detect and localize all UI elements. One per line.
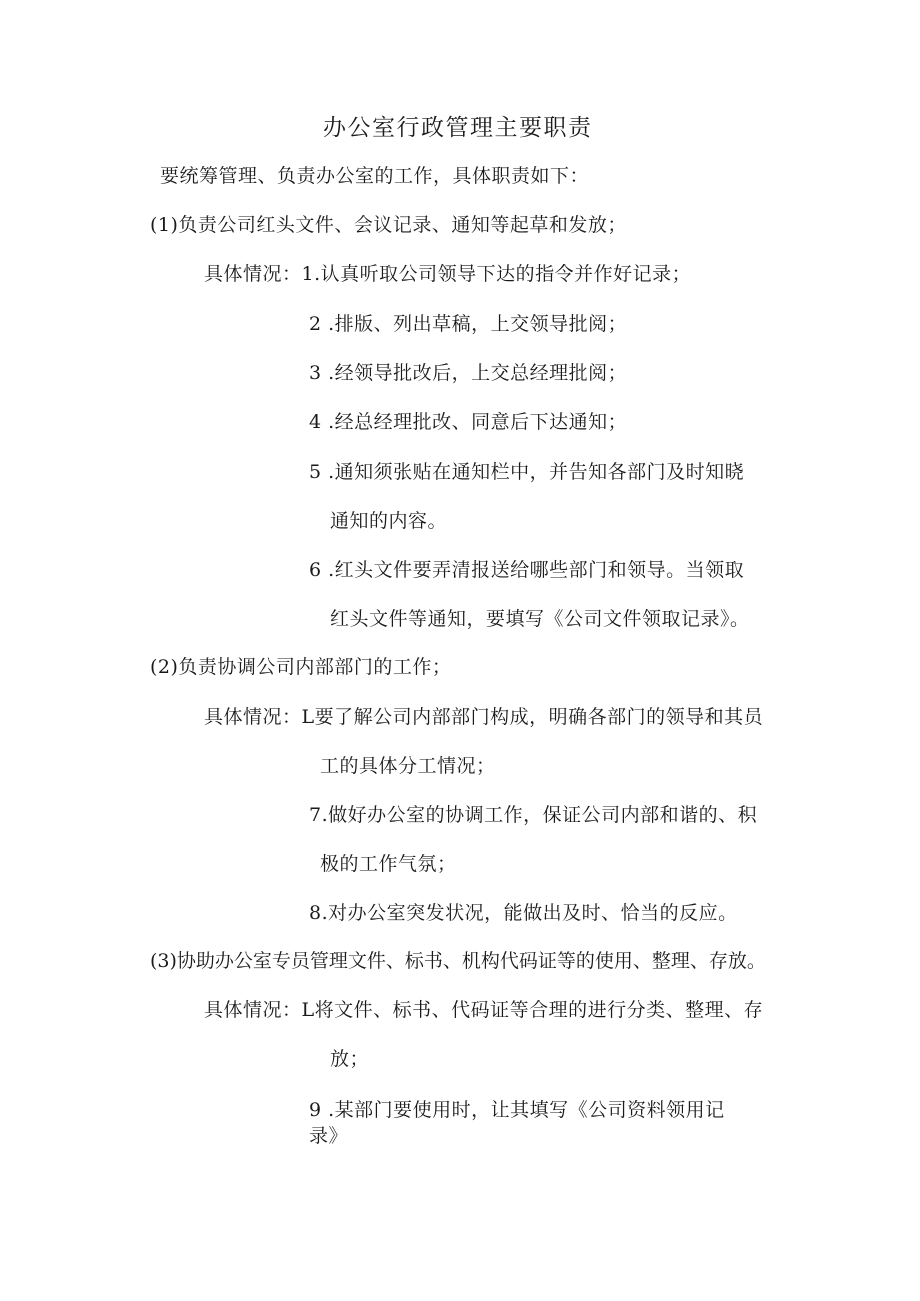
document-title: 办公室行政管理主要职责 (323, 115, 593, 141)
section-1-item-6: 6 .红头文件要弄清报送给哪些部门和领导。当领取 (309, 559, 745, 581)
section-1-item-4: 4 .经总经理批改、同意后下达通知； (309, 411, 628, 433)
section-1-detail-1: 具体情况：1.认真听取公司领导下达的指令并作好记录； (204, 263, 692, 285)
section-2-heading: (2)负责协调公司内部部门的工作； (150, 656, 452, 678)
section-2-detail-1-cont: 工的具体分工情况； (320, 755, 496, 777)
section-3-heading: (3)协助办公室专员管理文件、标书、机构代码证等的使用、整理、存放。 (150, 950, 766, 972)
section-1-item-5: 5 .通知须张贴在通知栏中，并告知各部门及时知晓 (309, 461, 745, 483)
section-3-item-9: 9 .某部门要使用时，让其填写《公司资料领用记 (309, 1099, 725, 1121)
section-1-heading: (1)负责公司红头文件、会议记录、通知等起草和发放； (150, 214, 627, 236)
section-3-item-9-cont: 录》 (309, 1125, 349, 1147)
section-2-item-7-cont: 极的工作气氛； (320, 853, 457, 875)
section-3-detail-1-cont: 放； (330, 1048, 370, 1070)
section-3-detail-1: 具体情况：L将文件、标书、代码证等合理的进行分类、整理、存 (204, 999, 764, 1021)
section-1-item-6-cont: 红头文件等通知，要填写《公司文件领取记录》。 (330, 608, 750, 630)
section-1-item-3: 3 .经领导批改后，上交总经理批阅； (309, 362, 628, 384)
section-1-item-2: 2 .排版、列出草稿，上交领导批阅； (309, 313, 628, 335)
intro-text: 要统筹管理、负责办公室的工作，具体职责如下： (160, 165, 590, 187)
section-2-detail-1: 具体情况：L要了解公司内部部门构成，明确各部门的领导和其员 (204, 706, 764, 728)
section-2-item-7: 7.做好办公室的协调工作，保证公司内部和谐的、积 (309, 804, 758, 826)
section-1-item-5-cont: 通知的内容。 (330, 510, 448, 532)
section-2-item-8: 8.对办公室突发状况，能做出及时、恰当的反应。 (309, 902, 738, 924)
